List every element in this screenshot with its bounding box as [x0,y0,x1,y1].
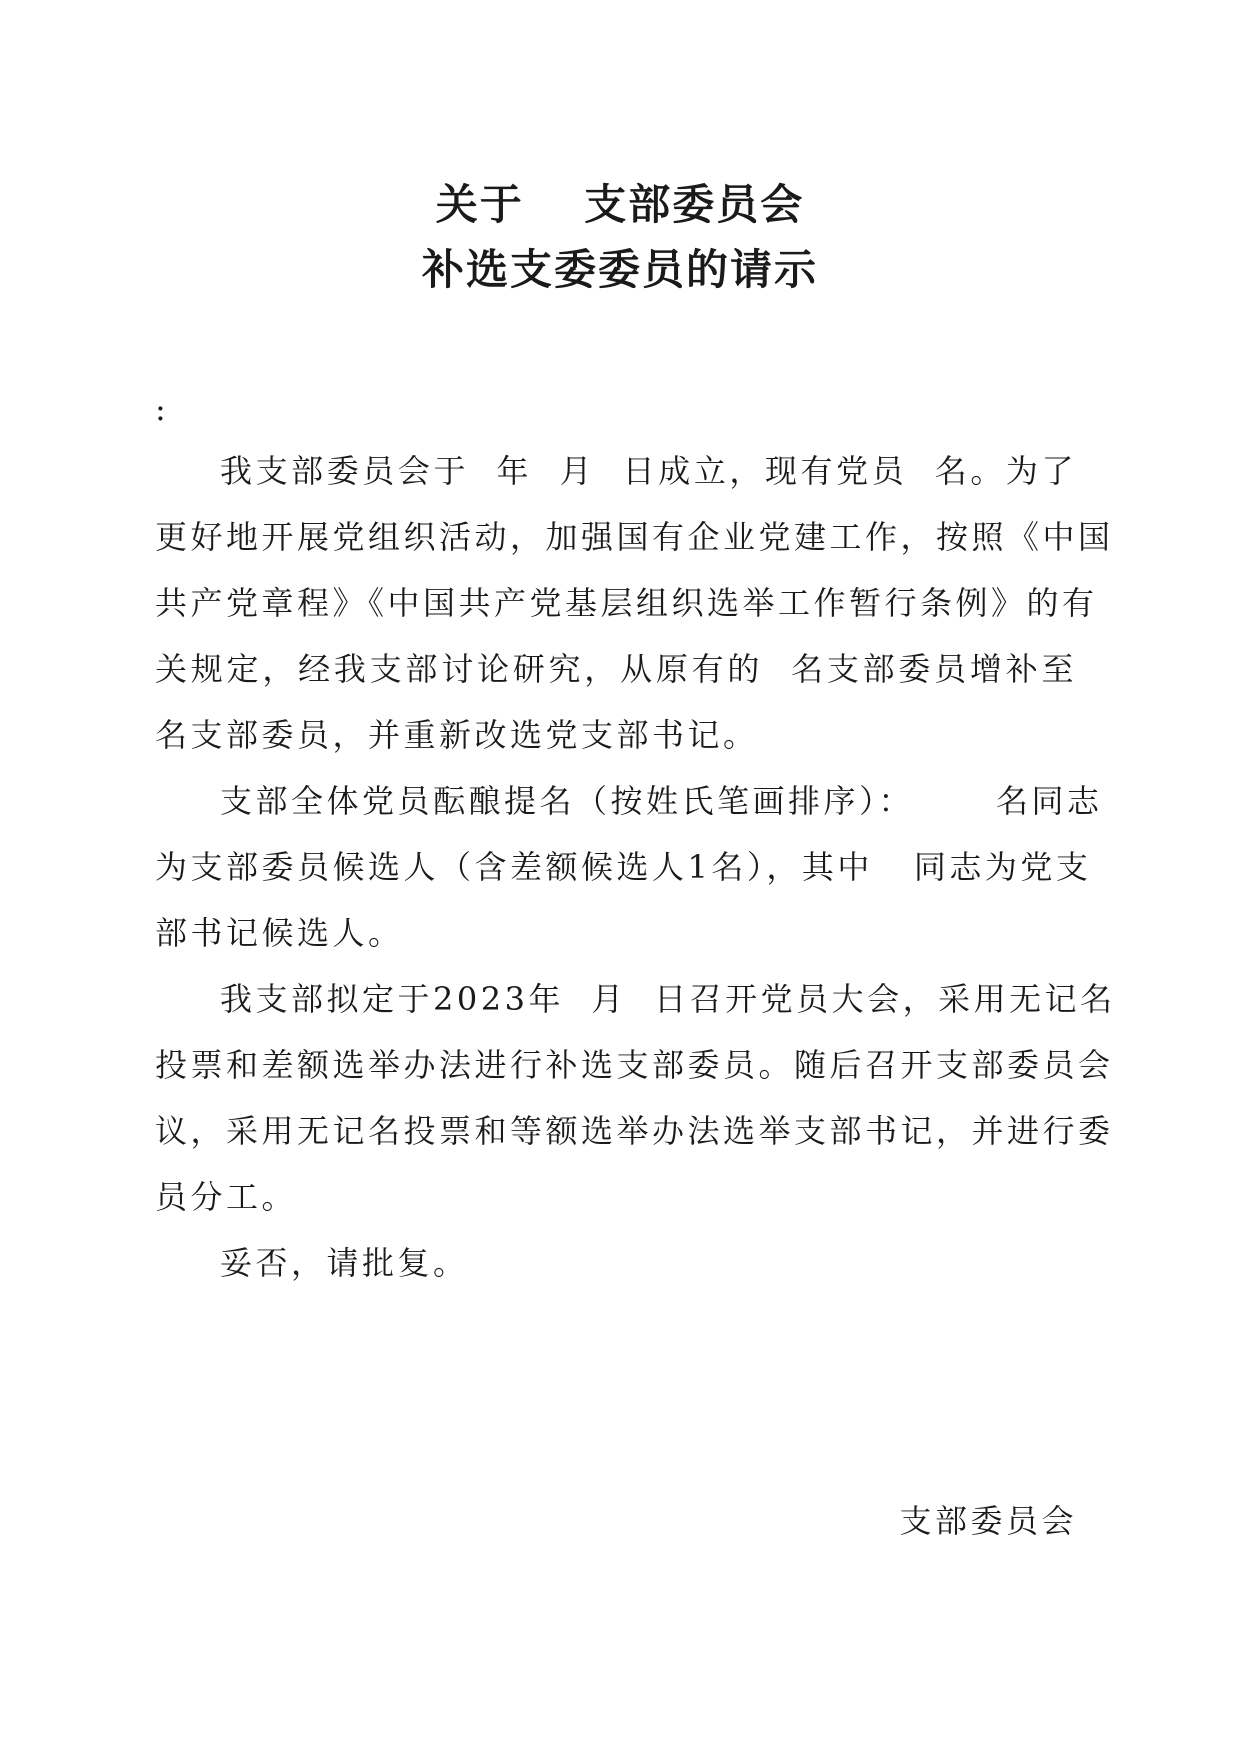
paragraph-1-line-3: 共产党章程》《中国共产党基层组织选举工作暂行条例》的有 [155,584,1098,622]
document-title-line-2: 补选支委委员的请示 [421,245,818,294]
paragraph-2-line-2: 为支部委员候选人（含差额候选人1名），其中 同志为党支 [155,848,1092,886]
signature-organization: 支部委员会 [899,1502,1077,1540]
paragraph-3-line-4: 员分工。 [155,1178,298,1216]
paragraph-3-line-3: 议，采用无记名投票和等额选举办法选举支部书记，并进行委 [155,1112,1114,1150]
paragraph-3-line-2: 投票和差额选举办法进行补选支部委员。随后召开支部委员会 [155,1046,1114,1084]
paragraph-1-line-4: 关规定，经我支部讨论研究，从原有的 名支部委员增补至 [155,650,1077,688]
paragraph-1-line-2: 更好地开展党组织活动，加强国有企业党建工作，按照《中国 [155,518,1114,556]
salutation: : [155,390,166,428]
paragraph-2-line-3: 部书记候选人。 [155,914,404,952]
document-title-line-1: 关于 支部委员会 [435,180,805,229]
paragraph-2-line-1: 支部全体党员酝酿提名（按姓氏笔画排序）： 名同志 [220,782,1103,820]
paragraph-3-line-1: 我支部拟定于2023年 月 日召开党员大会，采用无记名 [220,980,1116,1018]
paragraph-4-line-1: 妥否，请批复。 [220,1244,469,1282]
paragraph-1-line-1: 我支部委员会于 年 月 日成立，现有党员 名。为了 [220,452,1077,490]
paragraph-1-line-5: 名支部委员，并重新改选党支部书记。 [155,716,759,754]
